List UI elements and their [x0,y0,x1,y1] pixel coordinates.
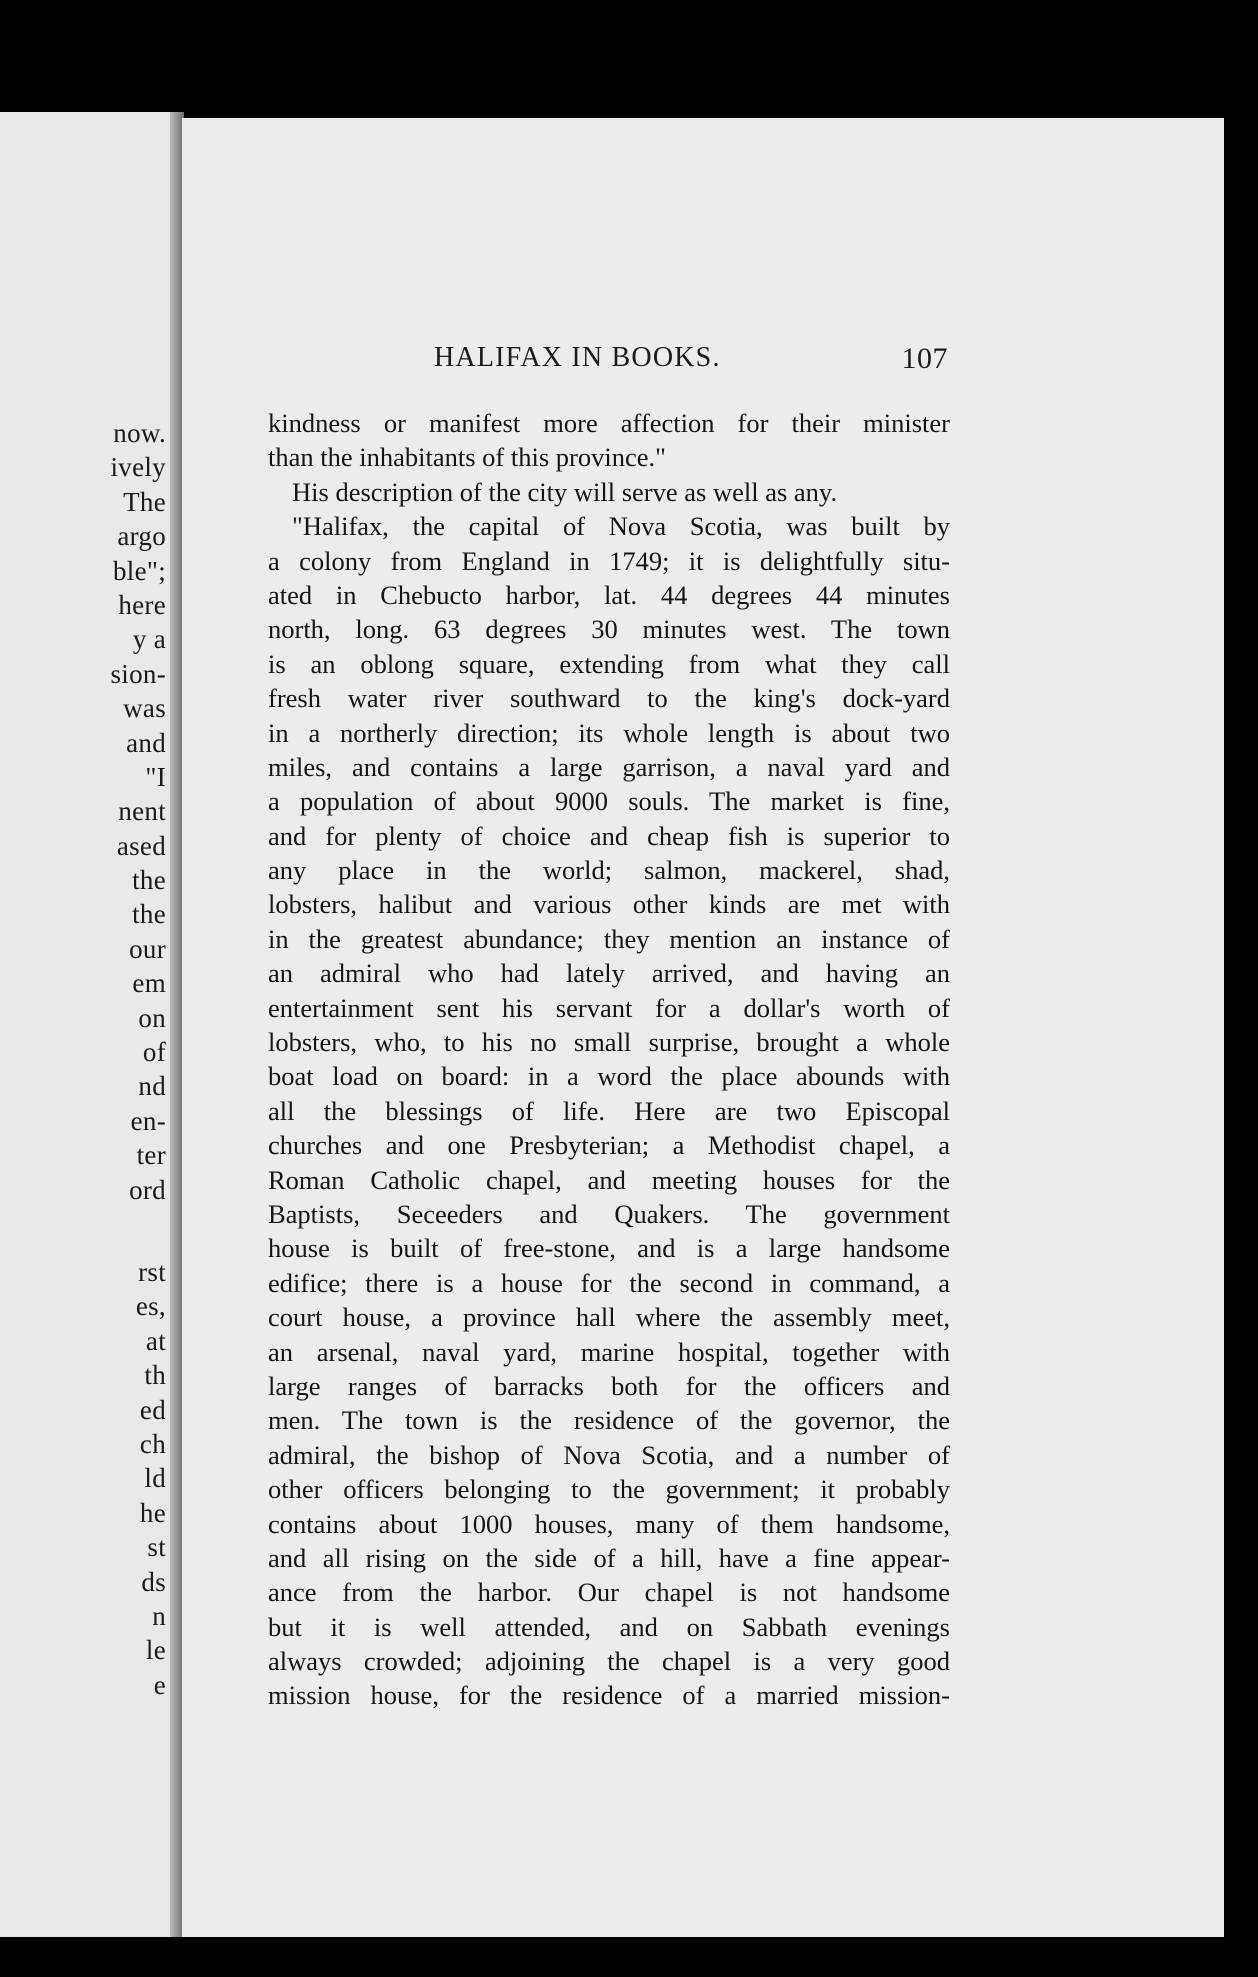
left-page-fragment: rst [138,1256,166,1287]
text-line: "Halifax, the capital of Nova Scotia, was built by [292,511,950,542]
body-text [268,406,950,1713]
running-title: HALIFAX IN BOOKS. [434,342,721,373]
left-page-fragment: sion- [110,658,166,689]
text-line: Baptists, Seceeders and Quakers. The government [268,1198,950,1229]
text-line: contains about 1000 houses, many of them handsome, [268,1508,950,1539]
text-line: and all rising on the side of a hill, have a fine appear- [268,1542,950,1573]
text-line: Roman Catholic chapel, and meeting houses for the [268,1164,950,1195]
text-line: a colony from England in 1749; it is delightfully situ- [268,545,950,576]
text-line: His description of the city will serve as well as any. [292,476,838,507]
left-page-fragment: argo [117,521,166,552]
text-line: any place in the world; salmon, mackerel, shad, [268,855,950,886]
text-line: ance from the harbor. Our chapel is not handsome [268,1577,950,1608]
left-page-fragment: and [126,727,166,758]
left-page-fragment: of [142,1037,166,1068]
text-line: an arsenal, naval yard, marine hospital, together with [268,1336,950,1367]
text-line: lobsters, who, to his no small surprise, brought a whole [268,1027,950,1058]
text-line: mission house, for the residence of a married mission- [268,1680,950,1711]
left-page-fragment: ed [139,1394,166,1425]
left-facing-page [0,112,176,1937]
left-page-fragment: the [132,865,166,896]
left-page-fragment: ch [139,1428,166,1459]
text-line: an admiral who had lately arrived, and having an [268,958,950,989]
text-line: always crowded; adjoining the chapel is a very good [268,1646,950,1677]
text-line: north, long. 63 degrees 30 minutes west. The town [268,614,950,645]
left-page-fragment: em [132,968,166,999]
text-line: ated in Chebucto harbor, lat. 44 degrees 44 minutes [268,579,950,610]
left-page-text-fragments [0,416,166,1702]
left-page-fragment: our [129,933,166,964]
text-line: churches and one Presbyterian; a Methodist chapel, a [268,1130,950,1161]
text-line: a population of about 9000 souls. The market is fine, [268,786,950,817]
left-page-fragment: now. [113,418,166,448]
left-page-fragment: on [138,1002,166,1033]
text-line: lobsters, halibut and various other kinds are met with [268,889,950,920]
left-page-fragment: e [153,1669,166,1700]
text-line: fresh water river southward to the king's dock-yard [268,683,950,714]
text-line: in a northerly direction; its whole length is about two [268,717,950,748]
text-line: court house, a province hall where the assembly meet, [268,1302,950,1333]
left-page-fragment: "I [145,761,166,792]
text-line: kindness or manifest more affection for their minister [268,408,950,438]
left-page-fragment: ord [129,1174,166,1205]
text-line: house is built of free-stone, and is a large handsome [268,1233,950,1264]
left-page-fragment: y a [132,624,166,655]
left-page-fragment: he [139,1497,166,1528]
left-page-fragment [0,1207,166,1255]
text-line: in the greatest abundance; they mention an instance of [268,923,950,954]
text-line: is an oblong square, extending from what they call [268,648,950,679]
text-line: admiral, the bishop of Nova Scotia, and a number of [268,1439,950,1470]
text-line: men. The town is the residence of the governor, the [268,1405,950,1436]
text-line: large ranges of barracks both for the officers and [268,1370,950,1401]
left-page-fragment: le [145,1635,166,1666]
running-head [268,342,948,382]
left-page-fragment: n [152,1600,166,1631]
left-page-fragment: the [132,899,166,930]
text-line: other officers belonging to the government; it probably [268,1474,950,1505]
text-line: entertainment sent his servant for a dollar's worth of [268,992,950,1023]
left-page-fragment: ds [141,1566,166,1597]
text-line: and for plenty of choice and cheap fish is superior to [268,820,950,851]
left-page-fragment: es, [135,1291,166,1322]
left-page-fragment: ble"; [112,555,166,586]
left-page-fragment: ased [116,830,166,861]
text-line: than the inhabitants of this province." [268,442,666,473]
left-page-fragment: ively [110,452,166,483]
left-page-fragment: was [123,693,166,724]
text-line: all the blessings of life. Here are two Episcopal [268,1095,950,1126]
left-page-fragment: en- [130,1105,166,1136]
left-page-fragment: nent [118,796,166,827]
page-number: 107 [901,342,948,375]
left-page-fragment: at [145,1325,166,1356]
left-page-fragment: ter [136,1140,166,1171]
left-page-fragment: ld [144,1463,166,1494]
text-line: edifice; there is a house for the second in command, a [268,1267,950,1298]
text-line: but it is well attended, and on Sabbath evenings [268,1611,950,1642]
text-line: boat load on board: in a word the place abounds with [268,1061,950,1092]
left-page-fragment: here [118,589,166,620]
left-page-fragment: nd [138,1071,166,1102]
left-page-fragment: th [144,1360,166,1391]
left-page-fragment: st [147,1532,166,1563]
left-page-fragment: The [123,486,166,517]
text-line: miles, and contains a large garrison, a naval yard and [268,751,950,782]
